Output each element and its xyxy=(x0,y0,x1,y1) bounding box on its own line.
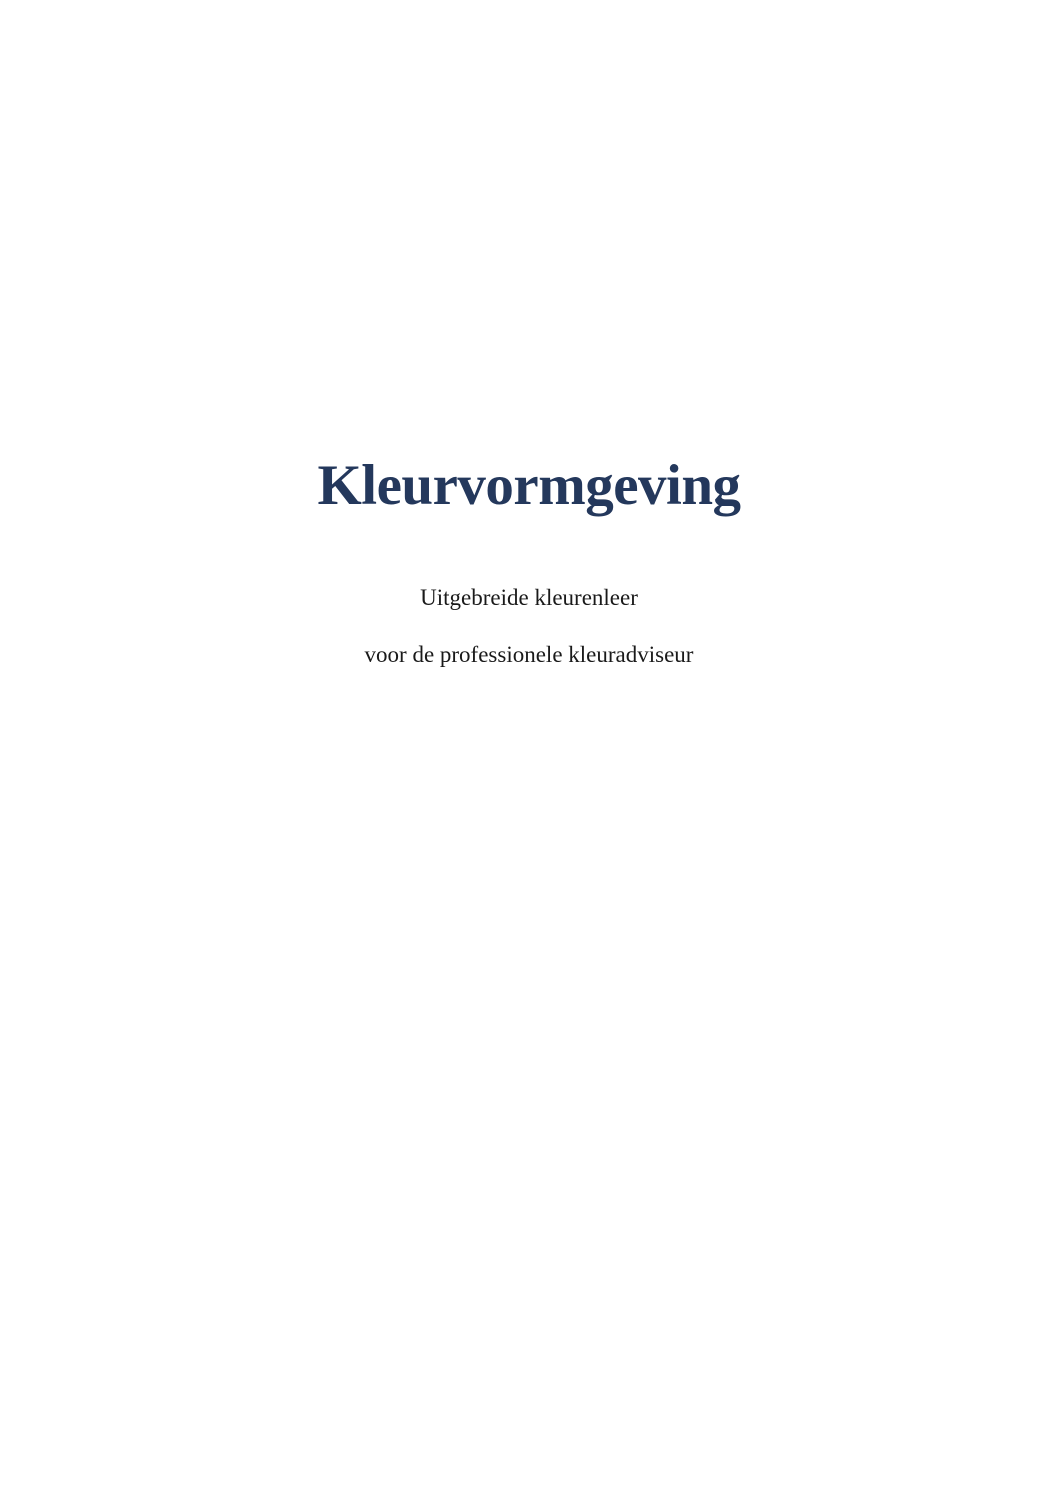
page-title: Kleurvormgeving xyxy=(317,454,741,517)
document-subtitle-line-2: voor de professionele kleuradviseur xyxy=(364,642,694,668)
document-subtitle-line-1: Uitgebreide kleurenleer xyxy=(420,585,638,610)
title-block xyxy=(0,455,1058,518)
subtitle-block xyxy=(0,582,1058,670)
